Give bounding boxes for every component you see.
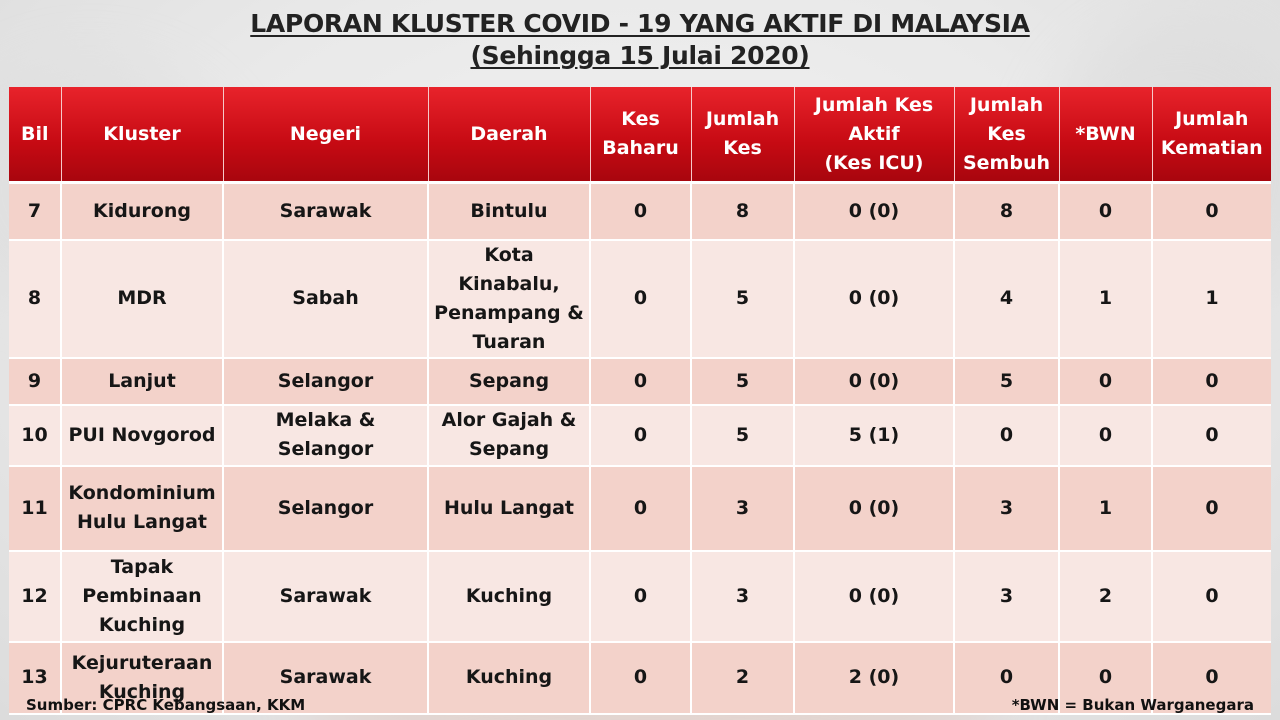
cell-kematian: 0 bbox=[1152, 183, 1271, 240]
cell-kes-sembuh: 8 bbox=[954, 183, 1059, 240]
cell-negeri: Sarawak bbox=[223, 551, 428, 642]
header-jumlah-kes: Jumlah Kes bbox=[691, 87, 794, 183]
cell-daerah: Kota Kinabalu, Penampang & Tuaran bbox=[428, 240, 590, 358]
cell-daerah: Bintulu bbox=[428, 183, 590, 240]
cell-kes-sembuh: 0 bbox=[954, 642, 1059, 714]
cell-jumlah-kes: 2 bbox=[691, 642, 794, 714]
cell-bwn: 2 bbox=[1059, 551, 1152, 642]
cell-kes-baharu: 0 bbox=[590, 405, 691, 466]
cell-bwn: 1 bbox=[1059, 466, 1152, 551]
cell-kes-aktif: 0 (0) bbox=[794, 240, 954, 358]
header-negeri: Negeri bbox=[223, 87, 428, 183]
cell-bil: 12 bbox=[9, 551, 61, 642]
cell-bwn: 1 bbox=[1059, 240, 1152, 358]
cell-negeri: Melaka & Selangor bbox=[223, 405, 428, 466]
cell-bil: 13 bbox=[9, 642, 61, 714]
cell-kes-aktif: 0 (0) bbox=[794, 551, 954, 642]
table-row bbox=[9, 551, 1271, 642]
cell-kes-baharu: 0 bbox=[590, 466, 691, 551]
cell-bil: 9 bbox=[9, 358, 61, 405]
page-title bbox=[0, 8, 1280, 72]
cell-daerah: Sepang bbox=[428, 358, 590, 405]
header-bwn: *BWN bbox=[1059, 87, 1152, 183]
header-bil: Bil bbox=[9, 87, 61, 183]
cell-kes-aktif: 2 (0) bbox=[794, 642, 954, 714]
cell-kes-sembuh: 3 bbox=[954, 551, 1059, 642]
cell-negeri: Selangor bbox=[223, 358, 428, 405]
cell-jumlah-kes: 5 bbox=[691, 405, 794, 466]
header-jumlah-kes-sembuh: Jumlah Kes Sembuh bbox=[954, 87, 1059, 183]
cell-kes-sembuh: 5 bbox=[954, 358, 1059, 405]
cell-bil: 11 bbox=[9, 466, 61, 551]
cell-daerah: Hulu Langat bbox=[428, 466, 590, 551]
cell-kes-sembuh: 0 bbox=[954, 405, 1059, 466]
header-jumlah-kes-aktif: Jumlah Kes Aktif (Kes ICU) bbox=[794, 87, 954, 183]
cell-kematian: 0 bbox=[1152, 405, 1271, 466]
cell-negeri: Sarawak bbox=[223, 183, 428, 240]
cell-jumlah-kes: 3 bbox=[691, 466, 794, 551]
cell-kluster: Kejuruteraan Kuching bbox=[61, 642, 223, 714]
cell-bil: 8 bbox=[9, 240, 61, 358]
cell-kematian: 0 bbox=[1152, 466, 1271, 551]
cell-bil: 7 bbox=[9, 183, 61, 240]
cell-kes-baharu: 0 bbox=[590, 551, 691, 642]
cell-kematian: 0 bbox=[1152, 358, 1271, 405]
table-header-row bbox=[9, 87, 1271, 183]
cell-negeri: Sabah bbox=[223, 240, 428, 358]
table-row bbox=[9, 183, 1271, 240]
cell-negeri: Sarawak bbox=[223, 642, 428, 714]
header-kes-baharu: Kes Baharu bbox=[590, 87, 691, 183]
cell-kluster: MDR bbox=[61, 240, 223, 358]
cell-kes-aktif: 0 (0) bbox=[794, 183, 954, 240]
cell-daerah: Alor Gajah & Sepang bbox=[428, 405, 590, 466]
cell-negeri: Selangor bbox=[223, 466, 428, 551]
cell-kematian: 0 bbox=[1152, 642, 1271, 714]
bwn-footnote: *BWN = Bukan Warganegara bbox=[1011, 696, 1254, 714]
cell-bwn: 0 bbox=[1059, 642, 1152, 714]
cell-kes-baharu: 0 bbox=[590, 642, 691, 714]
cell-kes-sembuh: 4 bbox=[954, 240, 1059, 358]
cell-kluster: Kondominium Hulu Langat bbox=[61, 466, 223, 551]
cell-daerah: Kuching bbox=[428, 551, 590, 642]
cell-bil: 10 bbox=[9, 405, 61, 466]
cell-kes-aktif: 0 (0) bbox=[794, 466, 954, 551]
cell-kes-sembuh: 3 bbox=[954, 466, 1059, 551]
table-row bbox=[9, 466, 1271, 551]
table-row bbox=[9, 240, 1271, 358]
cell-jumlah-kes: 5 bbox=[691, 240, 794, 358]
title-line-1: LAPORAN KLUSTER COVID - 19 YANG AKTIF DI MALAYSIA bbox=[250, 9, 1030, 38]
cell-kematian: 1 bbox=[1152, 240, 1271, 358]
title-line-2: (Sehingga 15 Julai 2020) bbox=[470, 41, 810, 70]
cell-kematian: 0 bbox=[1152, 551, 1271, 642]
cell-kes-aktif: 5 (1) bbox=[794, 405, 954, 466]
cell-jumlah-kes: 5 bbox=[691, 358, 794, 405]
cell-kes-aktif: 0 (0) bbox=[794, 358, 954, 405]
cell-kluster: Lanjut bbox=[61, 358, 223, 405]
cell-jumlah-kes: 3 bbox=[691, 551, 794, 642]
header-daerah: Daerah bbox=[428, 87, 590, 183]
cell-bwn: 0 bbox=[1059, 405, 1152, 466]
cell-bwn: 0 bbox=[1059, 183, 1152, 240]
table-row bbox=[9, 405, 1271, 466]
cluster-table bbox=[9, 87, 1271, 715]
cell-kluster: Kidurong bbox=[61, 183, 223, 240]
source-note: Sumber: CPRC Kebangsaan, KKM bbox=[26, 696, 306, 714]
header-jumlah-kematian: Jumlah Kematian bbox=[1152, 87, 1271, 183]
cell-kes-baharu: 0 bbox=[590, 240, 691, 358]
cell-kluster: PUI Novgorod bbox=[61, 405, 223, 466]
cell-daerah: Kuching bbox=[428, 642, 590, 714]
cell-kes-baharu: 0 bbox=[590, 183, 691, 240]
cell-kes-baharu: 0 bbox=[590, 358, 691, 405]
cell-kluster: Tapak Pembinaan Kuching bbox=[61, 551, 223, 642]
table-row bbox=[9, 358, 1271, 405]
header-kluster: Kluster bbox=[61, 87, 223, 183]
cell-bwn: 0 bbox=[1059, 358, 1152, 405]
cell-jumlah-kes: 8 bbox=[691, 183, 794, 240]
